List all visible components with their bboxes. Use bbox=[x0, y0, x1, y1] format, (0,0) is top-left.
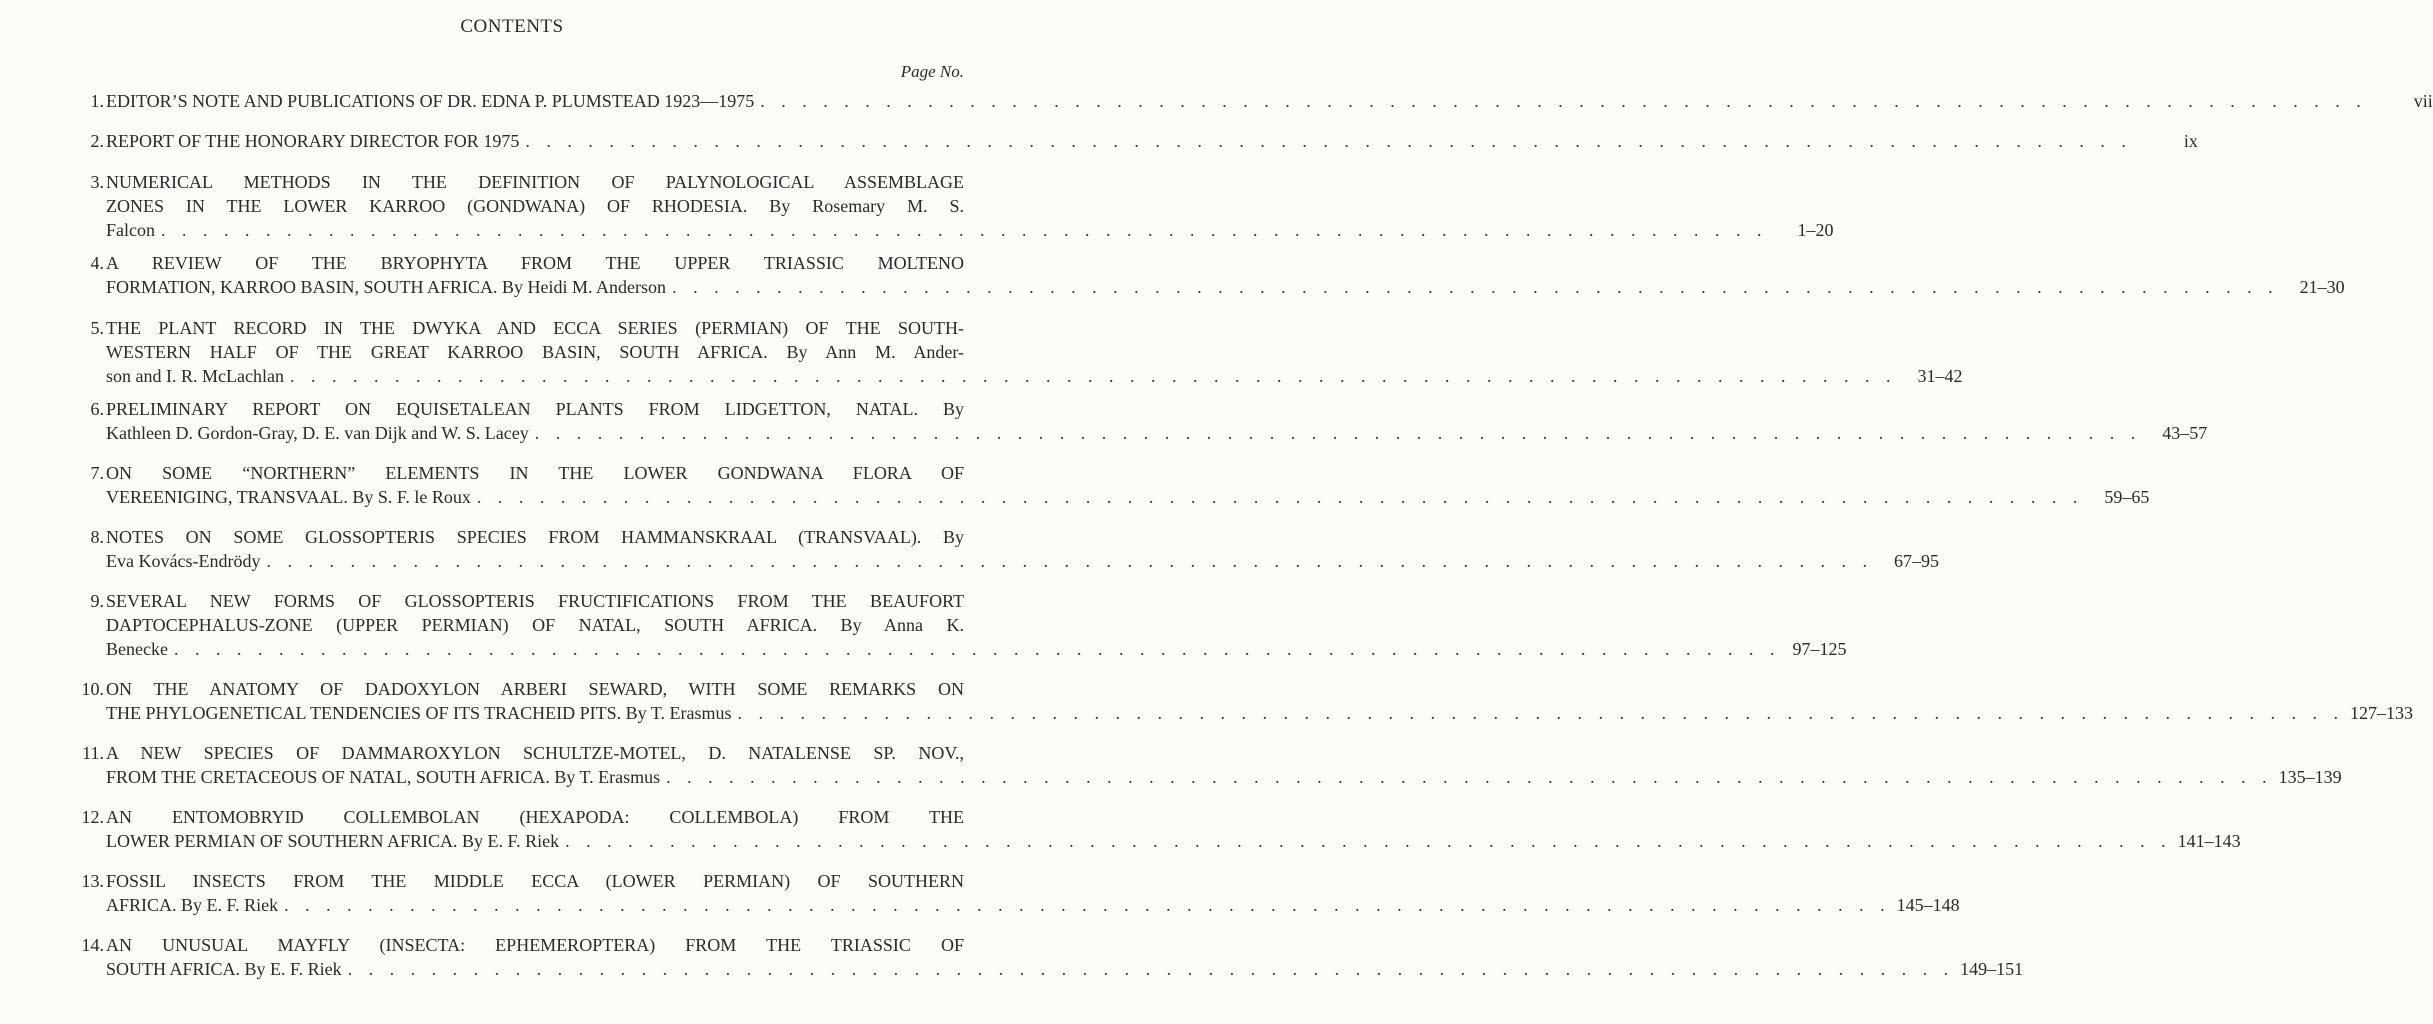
entry-page-number: 97–125 bbox=[1792, 639, 1847, 659]
contents-entry bbox=[76, 741, 2342, 789]
entry-title-line: Eva Kovács-Endrödy bbox=[106, 551, 261, 571]
entry-title-line: A NEW SPECIES OF DAMMAROXYLON SCHULTZE-MOTEL, D. NATALENSE SP. NOV., bbox=[106, 743, 964, 763]
entry-title-line: THE PLANT RECORD IN THE DWYKA AND ECCA SERIES (PERMIAN) OF THE SOUTH- bbox=[106, 318, 964, 338]
contents-entry bbox=[76, 129, 2198, 153]
entry-title-line: NUMERICAL METHODS IN THE DEFINITION OF PALYNOLOGICAL ASSEMBLAGE bbox=[106, 172, 964, 192]
entry-page-number: vii bbox=[2413, 91, 2433, 111]
entry-page-number: 141–143 bbox=[2177, 831, 2241, 851]
dot-leader: . . . . . . . . . . . . . . . . . . . . . . . . . . . . . . . . . . . . . . . . . . . . . . . . . . . . . . . . . . . . . . . . . . . . . . . . . . . . . bbox=[737, 703, 2344, 723]
entry-title-line: SOUTH AFRICA. By E. F. Riek bbox=[106, 959, 342, 979]
entry-title-line: Benecke bbox=[106, 639, 168, 659]
contents-entry bbox=[76, 397, 2208, 445]
entry-title-line: ON SOME “NORTHERN” ELEMENTS IN THE LOWER GONDWANA FLORA OF bbox=[106, 463, 964, 483]
dot-leader: . . . . . . . . . . . . . . . . . . . . . . . . . . . . . . . . . . . . . . . . . . . . . . . . . . . . . . . . . . . . . . . . . . . . . . . . . . . . . bbox=[347, 959, 1955, 979]
entry-page-number: 127–133 bbox=[2349, 703, 2413, 723]
entry-page-number: 67–95 bbox=[1893, 551, 1939, 571]
entry-title-line: DAPTOCEPHALUS-ZONE (UPPER PERMIAN) OF NATAL, SOUTH AFRICA. By Anna K. bbox=[106, 615, 964, 635]
entry-page-number: 43–57 bbox=[2162, 423, 2208, 443]
dot-leader: . . . . . . . . . . . . . . . . . . . . . . . . . . . . . . . . . . . . . . . . . . . . . . . . . . . . . . . . . . . . . . . . . . . . . . . . . . . . . bbox=[173, 639, 1781, 659]
entry-title-line: VEREENIGING, TRANSVAAL. By S. F. le Roux bbox=[106, 487, 471, 507]
entry-number: 11. bbox=[82, 743, 104, 763]
entry-title-line: ZONES IN THE LOWER KARROO (GONDWANA) OF RHODESIA. By Rosemary M. S. bbox=[106, 196, 964, 216]
dot-leader: . . . . . . . . . . . . . . . . . . . . . . . . . . . . . . . . . . . . . . . . . . . . . . . . . . . . . . . . . . . . . . . . . . . . . . . . . . . . . bbox=[476, 487, 2084, 507]
entry-title-line: A REVIEW OF THE BRYOPHYTA FROM THE UPPER TRIASSIC MOLTENO bbox=[106, 253, 964, 273]
entry-page-number: 1–20 bbox=[1797, 220, 1834, 240]
contents-entry bbox=[76, 869, 1960, 917]
contents-entry bbox=[76, 89, 2433, 113]
dot-leader: . . . . . . . . . . . . . . . . . . . . . . . . . . . . . . . . . . . . . . . . . . . . . . . . . . . . . . . . . . . . . . . . . . . . . . . . . . . . . bbox=[760, 91, 2367, 111]
entry-page-number: 145–148 bbox=[1896, 895, 1960, 915]
page-title: CONTENTS bbox=[460, 16, 564, 37]
contents-entry bbox=[76, 316, 1963, 388]
entry-title-line: Kathleen D. Gordon-Gray, D. E. van Dijk and W. S. Lacey bbox=[106, 423, 529, 443]
entry-page-number: 149–151 bbox=[1960, 959, 2024, 979]
dot-leader: . . . . . . . . . . . . . . . . . . . . . . . . . . . . . . . . . . . . . . . . . . . . . . . . . . . . . . . . . . . . . . . . . . . . . . . . . . . . . bbox=[565, 831, 2172, 851]
entry-title-line: SEVERAL NEW FORMS OF GLOSSOPTERIS FRUCTIFICATIONS FROM THE BEAUFORT bbox=[106, 591, 964, 611]
dot-leader: . . . . . . . . . . . . . . . . . . . . . . . . . . . . . . . . . . . . . . . . . . . . . . . . . . . . . . . . . . . . . . . . . . . . . . . . . . . . . bbox=[666, 767, 2273, 787]
entry-number: 2. bbox=[90, 131, 104, 151]
dot-leader: . . . . . . . . . . . . . . . . . . . . . . . . . . . . . . . . . . . . . . . . . . . . . . . . . . . . . . . . . . . . . . . . . . . . . . . . . . . . . bbox=[161, 220, 1768, 240]
entry-title-line: PRELIMINARY REPORT ON EQUISETALEAN PLANTS FROM LIDGETTON, NATAL. By bbox=[106, 399, 964, 419]
entry-title-line: AN ENTOMOBRYID COLLEMBOLAN (HEXAPODA: COLLEMBOLA) FROM THE bbox=[106, 807, 964, 827]
entry-title-line: FROM THE CRETACEOUS OF NATAL, SOUTH AFRICA. By T. Erasmus bbox=[106, 767, 661, 787]
dot-leader: . . . . . . . . . . . . . . . . . . . . . . . . . . . . . . . . . . . . . . . . . . . . . . . . . . . . . . . . . . . . . . . . . . . . . . . . . . . . . bbox=[284, 895, 1891, 915]
dot-leader: . . . . . . . . . . . . . . . . . . . . . . . . . . . . . . . . . . . . . . . . . . . . . . . . . . . . . . . . . . . . . . . . . . . . . . . . . . . . . bbox=[525, 131, 2132, 151]
dot-leader: . . . . . . . . . . . . . . . . . . . . . . . . . . . . . . . . . . . . . . . . . . . . . . . . . . . . . . . . . . . . . . . . . . . . . . . . . . . . . bbox=[534, 423, 2142, 443]
contents-entry bbox=[76, 251, 2345, 299]
entry-page-number: 59–65 bbox=[2104, 487, 2150, 507]
contents-entry bbox=[76, 461, 2150, 509]
entry-number: 14. bbox=[81, 935, 104, 955]
entry-title-line: REPORT OF THE HONORARY DIRECTOR FOR 1975 bbox=[106, 131, 520, 151]
contents-entry bbox=[76, 589, 1847, 661]
entry-page-number: 31–42 bbox=[1917, 366, 1963, 386]
entry-number: 1. bbox=[90, 91, 104, 111]
contents-entry bbox=[76, 805, 2241, 853]
entry-number: 3. bbox=[90, 172, 104, 192]
entry-title-line: ON THE ANATOMY OF DADOXYLON ARBERI SEWARD, WITH SOME REMARKS ON bbox=[106, 679, 964, 699]
entry-title-line: THE PHYLOGENETICAL TENDENCIES OF ITS TRACHEID PITS. By T. Erasmus bbox=[106, 703, 732, 723]
entry-title-line: Falcon bbox=[106, 220, 155, 240]
entry-page-number: 135–139 bbox=[2278, 767, 2342, 787]
entry-number: 13. bbox=[81, 871, 104, 891]
entry-number: 4. bbox=[90, 253, 104, 273]
page-number-heading: Page No. bbox=[900, 62, 964, 81]
entry-title-line: WESTERN HALF OF THE GREAT KARROO BASIN, SOUTH AFRICA. By Ann M. Ander- bbox=[106, 342, 964, 362]
entry-title-line: AFRICA. By E. F. Riek bbox=[106, 895, 279, 915]
entry-page-number: ix bbox=[2183, 131, 2198, 151]
entry-title-line: FOSSIL INSECTS FROM THE MIDDLE ECCA (LOWER PERMIAN) OF SOUTHERN bbox=[106, 871, 964, 891]
entry-title-line: NOTES ON SOME GLOSSOPTERIS SPECIES FROM HAMMANSKRAAL (TRANSVAAL). By bbox=[106, 527, 964, 547]
entry-number: 10. bbox=[81, 679, 104, 699]
contents-entry bbox=[76, 933, 2024, 981]
entry-title-line: FORMATION, KARROO BASIN, SOUTH AFRICA. By Heidi M. Anderson bbox=[106, 277, 667, 297]
dot-leader: . . . . . . . . . . . . . . . . . . . . . . . . . . . . . . . . . . . . . . . . . . . . . . . . . . . . . . . . . . . . . . . . . . . . . . . . . . . . . bbox=[266, 551, 1873, 571]
entry-title-line: AN UNUSUAL MAYFLY (INSECTA: EPHEMEROPTERA) FROM THE TRIASSIC OF bbox=[106, 935, 964, 955]
entry-number: 9. bbox=[90, 591, 104, 611]
entry-title-line: EDITOR’S NOTE AND PUBLICATIONS OF DR. EDNA P. PLUMSTEAD 1923—1975 bbox=[106, 91, 755, 111]
entry-number: 7. bbox=[90, 463, 104, 483]
entry-number: 8. bbox=[90, 527, 104, 547]
dot-leader: . . . . . . . . . . . . . . . . . . . . . . . . . . . . . . . . . . . . . . . . . . . . . . . . . . . . . . . . . . . . . . . . . . . . . . . . . . . . . bbox=[672, 277, 2279, 297]
entry-number: 5. bbox=[90, 318, 104, 338]
entry-number: 6. bbox=[90, 399, 104, 419]
contents-entry bbox=[76, 677, 2413, 725]
entry-number: 12. bbox=[81, 807, 104, 827]
dot-leader: . . . . . . . . . . . . . . . . . . . . . . . . . . . . . . . . . . . . . . . . . . . . . . . . . . . . . . . . . . . . . . . . . . . . . . . . . . . . . bbox=[289, 366, 1897, 386]
contents-entry bbox=[76, 170, 1834, 242]
contents-entry bbox=[76, 525, 1939, 573]
entry-title-line: son and I. R. McLachlan bbox=[106, 366, 284, 386]
entry-page-number: 21–30 bbox=[2299, 277, 2345, 297]
entry-title-line: LOWER PERMIAN OF SOUTHERN AFRICA. By E. F. Riek bbox=[106, 831, 560, 851]
